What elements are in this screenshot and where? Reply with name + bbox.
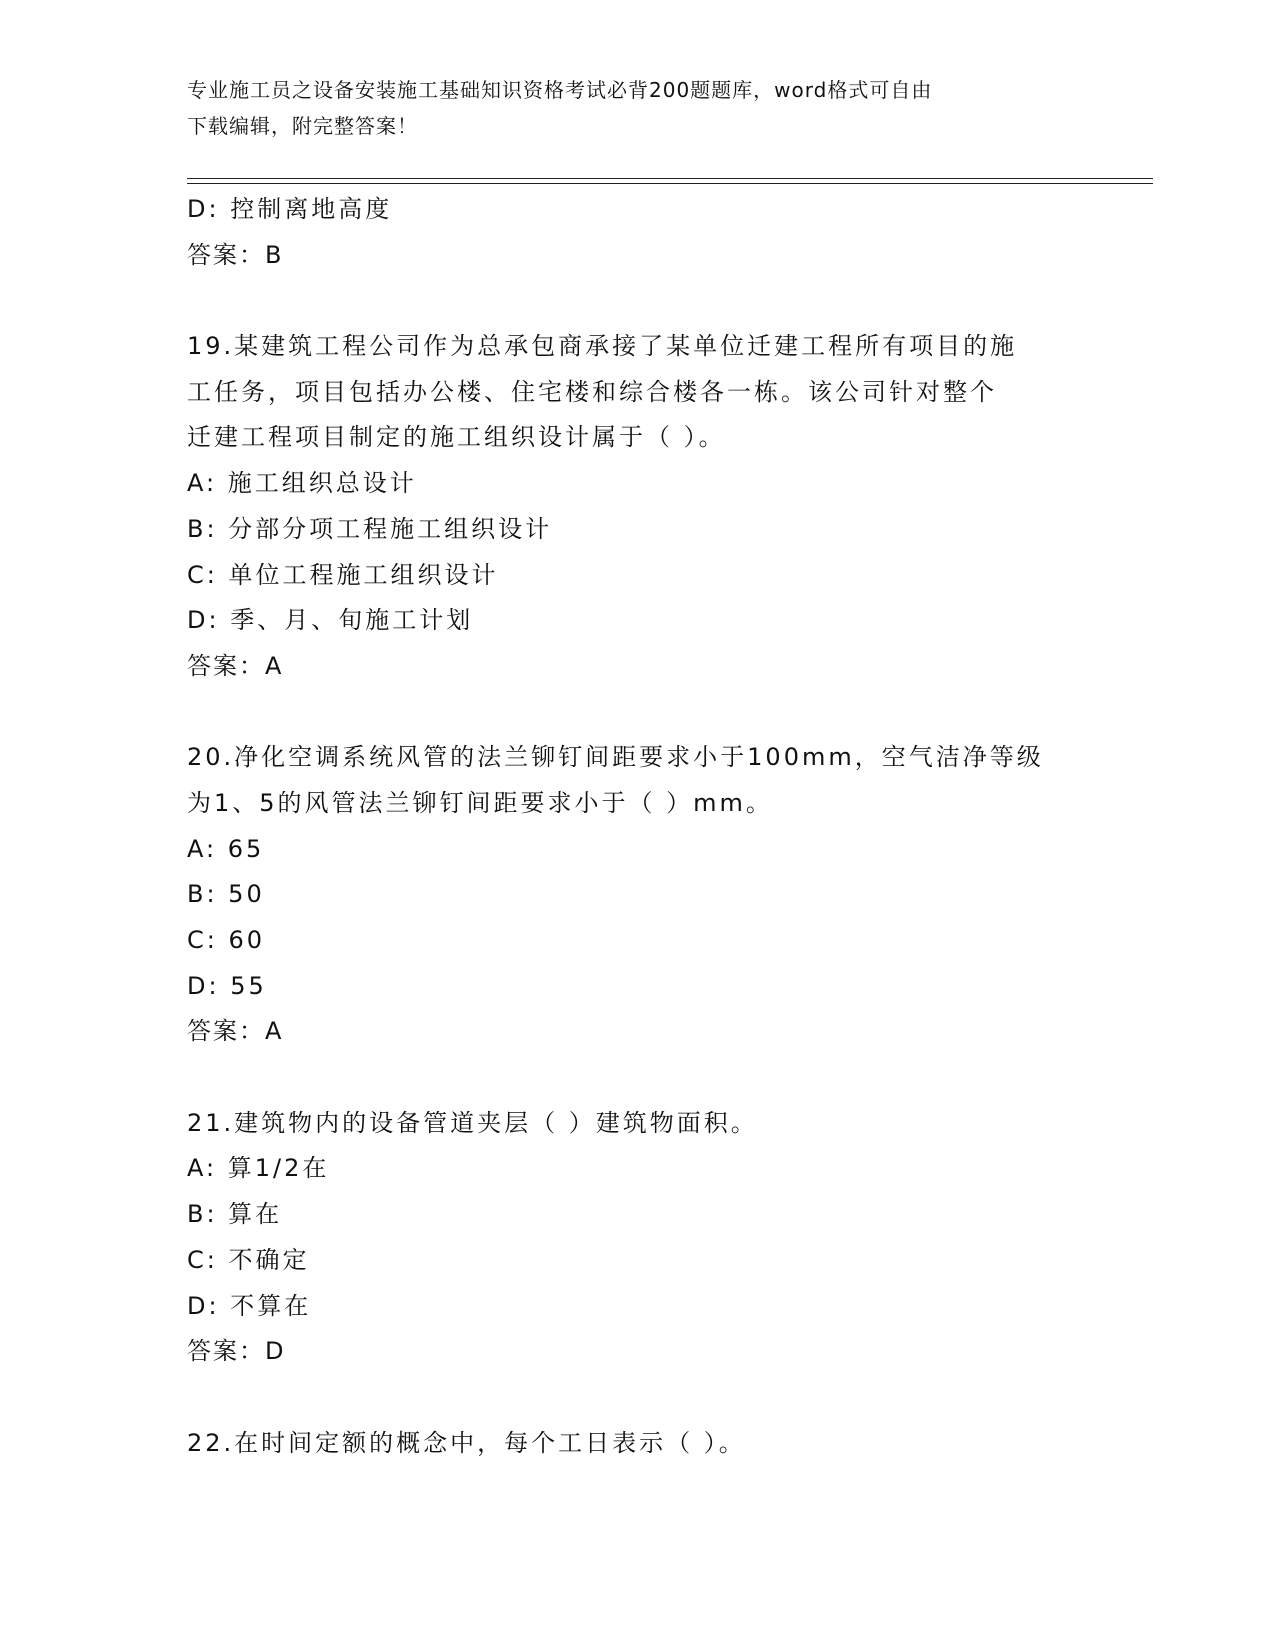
question-text-line: 迁建工程项目制定的施工组织设计属于（ ）。 [187,423,726,452]
option-c: C: 60 [187,926,266,954]
document-body [187,187,1087,1466]
question-text-line: 20.净化空调系统风管的法兰铆钉间距要求小于100mm，空气洁净等级 [187,743,1044,772]
answer: 答案：A [187,1017,284,1046]
question-19 [187,324,1087,690]
option-c: C: 单位工程施工组织设计 [187,560,499,589]
option-b: B: 算在 [187,1200,283,1229]
header-line-1: 专业施工员之设备安装施工基础知识资格考试必背200题题库，word格式可自由 [187,78,933,102]
prev-option-d: D: 控制离地高度 [187,195,393,223]
option-b: B: 50 [187,880,265,909]
question-22 [187,1421,1087,1467]
option-a: A: 65 [187,834,265,863]
header-rule-bottom [187,183,1153,184]
prev-answer: 答案：B [187,240,284,269]
question-text-line: 为1、5的风管法兰铆钉间距要求小于（ ）mm。 [187,788,773,817]
header-line-2: 下载编辑，附完整答案！ [187,114,418,138]
question-text-line: 工任务，项目包括办公楼、住宅楼和综合楼各一栋。该公司针对整个 [187,377,997,406]
option-a: A: 算1/2在 [187,1154,330,1183]
spacer [187,278,1087,324]
question-20 [187,735,1087,1055]
spacer [187,690,1087,736]
question-21 [187,1101,1087,1375]
question-text-line: 22.在时间定额的概念中，每个工日表示（ ）。 [187,1428,746,1457]
question-text-line: 19.某建筑工程公司作为总承包商承接了某单位迁建工程所有项目的施 [187,332,1018,361]
option-d: D: 55 [187,971,267,1000]
option-d: D: 季、月、旬施工计划 [187,606,474,635]
question-text-line: 21.建筑物内的设备管道夹层（ ）建筑物面积。 [187,1108,758,1137]
option-b: B: 分部分项工程施工组织设计 [187,514,553,543]
answer: 答案：D [187,1337,286,1366]
spacer [187,1055,1087,1101]
option-d: D: 不算在 [187,1291,312,1320]
header-rule-top [187,178,1153,179]
answer: 答案：A [187,651,284,680]
spacer [187,1375,1087,1421]
document-header [187,72,1067,144]
option-a: A: 施工组织总设计 [187,469,417,498]
option-c: C: 不确定 [187,1245,310,1274]
